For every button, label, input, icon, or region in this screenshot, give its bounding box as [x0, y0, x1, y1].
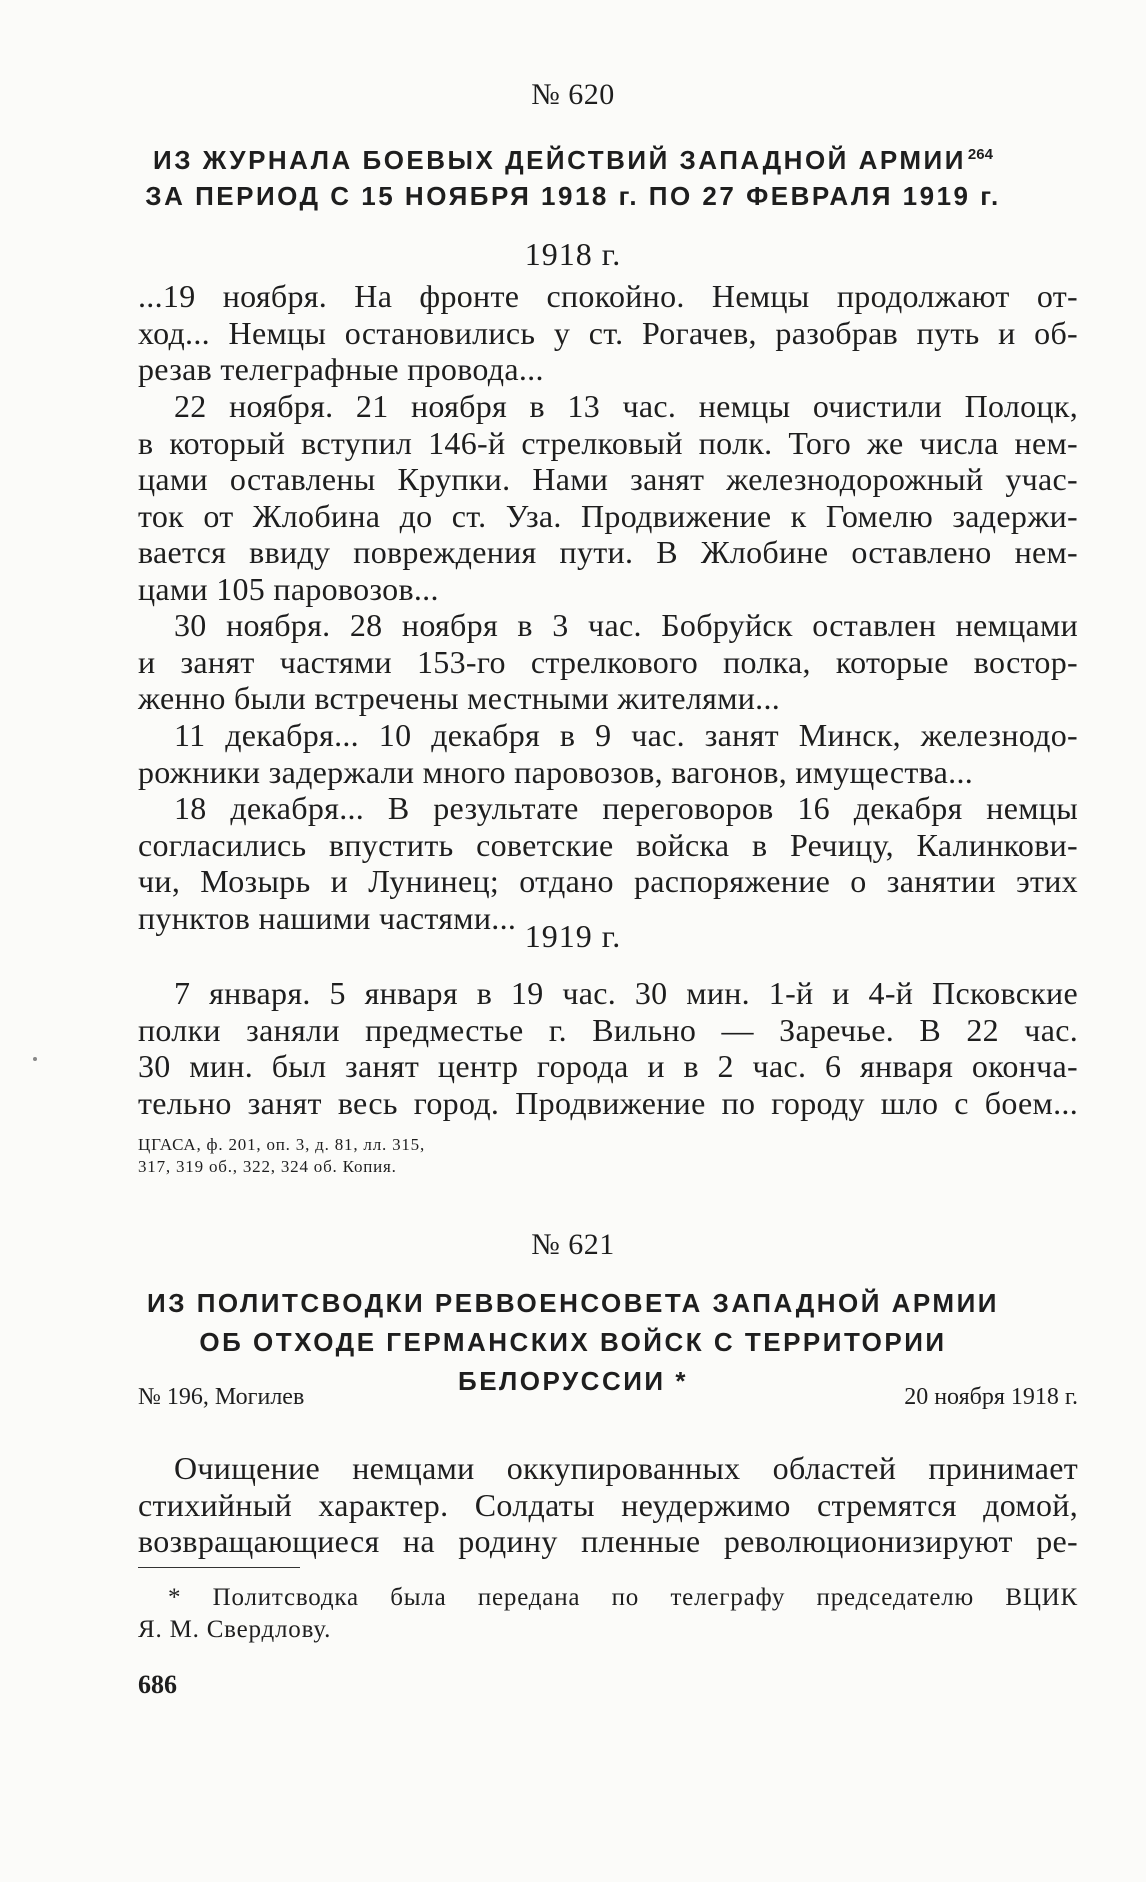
text-line: ...19 ноября. На фронте спокойно. Немцы продолжают от-: [138, 278, 1078, 314]
document-620-heading: [0, 137, 1146, 214]
document-number-621: № 621: [531, 1228, 615, 1261]
text-line: женно были встречены местными жителями...: [138, 680, 781, 717]
paragraph-7-january: [138, 975, 1078, 1121]
text-line: чи, Мозырь и Лунинец; отдано распоряжение о занятии этих: [138, 863, 1078, 900]
text-line: резав телеграфные провода...: [138, 351, 544, 388]
footnote-line: * Политсводка была передана по телеграфу председателю ВЦИК: [168, 1584, 1078, 1611]
text-line: согласились впустить советские войска в Речицу, Калинкови-: [138, 826, 1078, 863]
text-line: тельно занят весь город. Продвижение по городу шло с боем...: [138, 1084, 1078, 1121]
text-line: 7 января. 5 января в 19 час. 30 мин. 1-й и 4-й Псковские: [174, 975, 1078, 1011]
text-line: стихийный характер. Солдаты неудержимо стремятся домой,: [138, 1486, 1078, 1523]
paragraph-11-december: [138, 717, 1078, 790]
text-line: ход... Немцы остановились у ст. Рогачев, разобрав путь и об-: [138, 314, 1078, 351]
document-620-heading-line-1: [0, 137, 1146, 178]
document-621-heading-line-2: ОБ ОТХОДЕ ГЕРМАНСКИХ ВОЙСК С ТЕРРИТОРИИ: [199, 1327, 947, 1357]
text-line: возвращающиеся на родину пленные революционизируют ре-: [138, 1523, 1078, 1560]
paragraph-19-november: [138, 278, 1078, 388]
text-line: Очищение немцами оккупированных областей принимает: [174, 1450, 1078, 1486]
text-line: полки заняли предместье г. Вильно — Заречье. В 22 час.: [138, 1011, 1078, 1048]
document-621-heading-line-3: БЕЛОРУССИИ *: [458, 1366, 688, 1396]
citation-line: 317, 319 об., 322, 324 об. Копия.: [138, 1157, 397, 1176]
paragraph-18-december: [138, 790, 1078, 936]
text-line: ток от Жлобина до ст. Уза. Продвижение к Гомелю задержи-: [138, 497, 1078, 534]
text-line: цами 105 паровозов...: [138, 570, 439, 607]
text-line: 11 декабря... 10 декабря в 9 час. занят Минск, железнодо-: [174, 717, 1078, 753]
document-621-heading-line-1: ИЗ ПОЛИТСВОДКИ РЕВВОЕНСОВЕТА ЗАПАДНОЙ АРМИИ: [147, 1288, 999, 1318]
report-number-and-place: № 196, Могилев: [138, 1384, 305, 1410]
paragraph-occupied-areas: [138, 1450, 1078, 1560]
citation-line: ЦГАСА, ф. 201, оп. 3, д. 81, лл. 315,: [138, 1135, 426, 1154]
text-line: пунктов нашими частями...: [138, 899, 517, 936]
paragraph-30-november: [138, 607, 1078, 717]
text-line: вается ввиду повреждения пути. В Жлобине оставлено нем-: [138, 534, 1078, 571]
text-line: 22 ноября. 21 ноября в 13 час. немцы очистили Полоцк,: [174, 388, 1078, 424]
text-line: 30 мин. был занят центр города и в 2 час. 6 января оконча-: [138, 1048, 1078, 1085]
year-1918-heading: 1918 г.: [524, 236, 622, 272]
archive-source-citation: [138, 1134, 638, 1178]
document-620-heading-line-2: ЗА ПЕРИОД С 15 НОЯБРЯ 1918 г. ПО 27 ФЕВРАЛЯ 1919 г.: [145, 181, 1001, 211]
heading-text: ИЗ ЖУРНАЛА БОЕВЫХ ДЕЙСТВИЙ ЗАПАДНОЙ АРМИИ: [153, 145, 966, 175]
margin-speck: [33, 1057, 37, 1061]
text-line: рожники задержали много паровозов, вагонов, имущества...: [138, 753, 974, 790]
footnote-line: Я. М. Свердлову.: [138, 1616, 332, 1643]
text-line: в который вступил 146-й стрелковый полк. Того же числа нем-: [138, 424, 1078, 461]
text-line: 18 декабря... В результате переговоров 16 декабря немцы: [174, 790, 1078, 826]
document-number-620: № 620: [531, 78, 615, 111]
report-date: 20 ноября 1918 г.: [904, 1384, 1078, 1410]
paragraph-22-november: [138, 388, 1078, 608]
page-number: 686: [138, 1670, 177, 1699]
footnote-separator: [138, 1567, 300, 1568]
text-line: и занят частями 153-го стрелкового полка, которые востор-: [138, 643, 1078, 680]
text-line: цами оставлены Крупки. Нами занят железнодорожный учас-: [138, 461, 1078, 498]
text-line: 30 ноября. 28 ноября в 3 час. Бобруйск оставлен немцами: [174, 607, 1078, 643]
year-1919-heading: 1919 г.: [524, 918, 622, 954]
heading-footnote-ref[interactable]: 264: [967, 146, 993, 163]
footnote: [138, 1582, 1078, 1646]
